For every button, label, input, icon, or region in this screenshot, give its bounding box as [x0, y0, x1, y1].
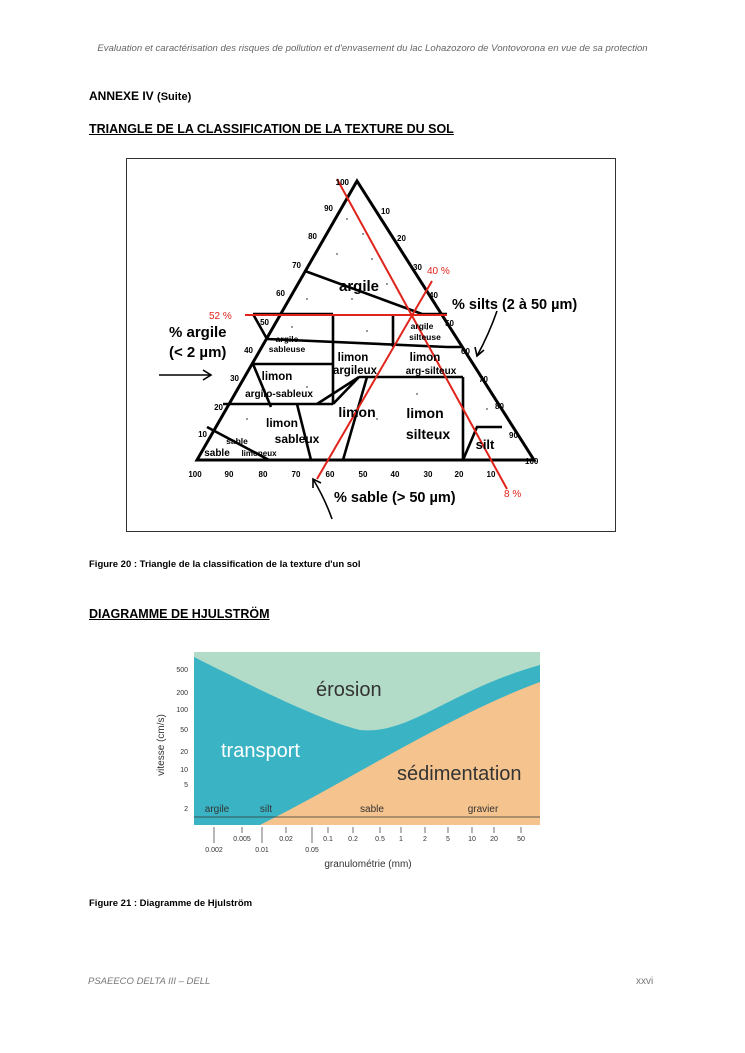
y-tick: 20	[180, 749, 188, 756]
x-tick: 0.01	[255, 847, 269, 854]
annotation-40-percent: 40 %	[427, 266, 450, 277]
axis-label-sable: % sable (> 50 µm)	[334, 490, 456, 506]
zone-sable: sable	[204, 448, 230, 459]
x-tick: 0.002	[205, 847, 223, 854]
left-tick: 10	[198, 430, 207, 439]
x-axis-label: granulométrie (mm)	[324, 859, 412, 870]
section-title-hjulstrom: DIAGRAMME DE HJULSTRÖM	[89, 607, 270, 621]
y-tick: 2	[184, 806, 188, 813]
left-tick: 60	[276, 289, 285, 298]
y-axis-label: vitesse (cm/s)	[156, 714, 167, 776]
zone-limon-arg-silteux: limon	[409, 352, 441, 364]
left-tick: 40	[244, 346, 253, 355]
y-tick: 100	[176, 707, 188, 714]
x-tick: 0.05	[305, 847, 319, 854]
bottom-tick: 100	[188, 470, 202, 479]
annex-subtitle: (Suite)	[157, 91, 192, 103]
left-tick: 20	[214, 403, 223, 412]
right-tick: 40	[429, 291, 438, 300]
x-tick: 0.5	[375, 836, 385, 843]
bottom-tick: 10	[486, 470, 496, 479]
right-tick: 100	[525, 457, 539, 466]
bottom-tick: 70	[291, 470, 301, 479]
x-tick: 1	[399, 836, 403, 843]
zone-argile-silteuse: argile	[410, 321, 434, 331]
y-tick: 10	[180, 767, 188, 774]
zone-argile-silteuse: silteuse	[409, 332, 441, 342]
right-tick: 90	[509, 431, 518, 440]
annex-title-text: ANNEXE IV	[89, 89, 154, 103]
zone-sedimentation-label: sédimentation	[397, 763, 522, 785]
right-tick: 30	[413, 263, 422, 272]
texture-triangle-svg	[127, 159, 615, 531]
left-tick: 90	[324, 204, 333, 213]
bottom-tick: 30	[423, 470, 433, 479]
zone-limon-argilo-sableux: argilo-sableux	[245, 389, 313, 400]
section-title-triangle: TRIANGLE DE LA CLASSIFICATION DE LA TEXTURE DU SOL	[89, 122, 454, 136]
bottom-tick: 60	[325, 470, 335, 479]
axis-label-argile: % argile	[169, 324, 227, 341]
bottom-tick: 40	[390, 470, 400, 479]
page-number: xxvi	[636, 976, 654, 987]
right-tick: 80	[495, 402, 504, 411]
class-sable: sable	[360, 804, 384, 815]
x-tick: 0.02	[279, 836, 293, 843]
zone-limon-arg-silteux: arg-silteux	[405, 366, 457, 377]
left-tick: 80	[308, 232, 317, 241]
zone-limon-argileux: limon	[337, 352, 369, 364]
running-header: Evaluation et caractérisation des risques de pollution et d'envasement du lac Lohazozoro de Vontovorona en vue de sa protection	[97, 43, 648, 54]
figure20-caption: Figure 20 : Triangle de la classification de la texture d'un sol	[89, 559, 361, 570]
bottom-tick: 80	[258, 470, 268, 479]
zone-sable-limoneux: limoneux	[241, 449, 277, 458]
zone-argile: argile	[338, 278, 380, 295]
annotation-8-percent: 8 %	[504, 489, 522, 500]
x-tick: 20	[490, 836, 498, 843]
class-gravier: gravier	[467, 804, 499, 815]
zone-erosion-label: érosion	[316, 679, 382, 701]
right-tick: 10	[381, 207, 390, 216]
zone-limon-argileux: argileux	[332, 365, 378, 377]
x-tick: 0.005	[233, 836, 251, 843]
zone-limon: limon	[338, 404, 376, 420]
texture-triangle-figure	[126, 158, 616, 532]
x-tick: 2	[423, 836, 427, 843]
hjulstrom-svg	[150, 645, 550, 877]
bottom-tick: 90	[224, 470, 234, 479]
right-tick: 70	[479, 375, 488, 384]
class-argile: argile	[204, 804, 230, 815]
zone-limon-argilo-sableux: limon	[261, 371, 293, 383]
left-tick: 100	[335, 178, 349, 187]
zone-limon-silteux: silteux	[405, 426, 451, 442]
x-tick: 10	[468, 836, 476, 843]
right-tick: 50	[445, 319, 454, 328]
x-tick: 5	[446, 836, 450, 843]
left-tick: 30	[230, 374, 239, 383]
zone-transport-label: transport	[221, 740, 300, 762]
zone-limon-sableux: sableux	[274, 432, 320, 446]
y-tick: 200	[176, 690, 188, 697]
class-silt: silt	[259, 804, 273, 815]
figure21-caption: Figure 21 : Diagramme de Hjulström	[89, 898, 253, 909]
y-tick: 5	[184, 782, 188, 789]
zone-limon-silteux: limon	[406, 405, 444, 421]
left-tick: 50	[260, 318, 269, 327]
y-tick: 50	[180, 727, 188, 734]
zone-argile-sableuse: sableuse	[268, 344, 306, 354]
annex-title	[89, 89, 191, 103]
right-tick: 60	[461, 347, 470, 356]
hjulstrom-figure	[150, 645, 550, 877]
annotation-52-percent: 52 %	[209, 311, 232, 322]
left-tick: 70	[292, 261, 301, 270]
zone-sable-limoneux: sable	[226, 436, 248, 446]
bottom-tick: 50	[358, 470, 368, 479]
zone-silt: silt	[475, 437, 495, 452]
zone-argile-sableuse: argile	[275, 334, 299, 344]
x-tick: 50	[517, 836, 525, 843]
x-tick: 0.2	[348, 836, 358, 843]
axis-label-silts: % silts (2 à 50 µm)	[452, 297, 578, 313]
y-tick: 500	[176, 667, 188, 674]
axis-label-argile-size: (< 2 µm)	[169, 344, 227, 361]
right-tick: 20	[397, 234, 406, 243]
x-tick: 0.1	[323, 836, 333, 843]
footer-left: PSAEECO DELTA III – DELL	[88, 976, 211, 987]
bottom-tick: 20	[454, 470, 464, 479]
zone-limon-sableux: limon	[266, 416, 298, 430]
